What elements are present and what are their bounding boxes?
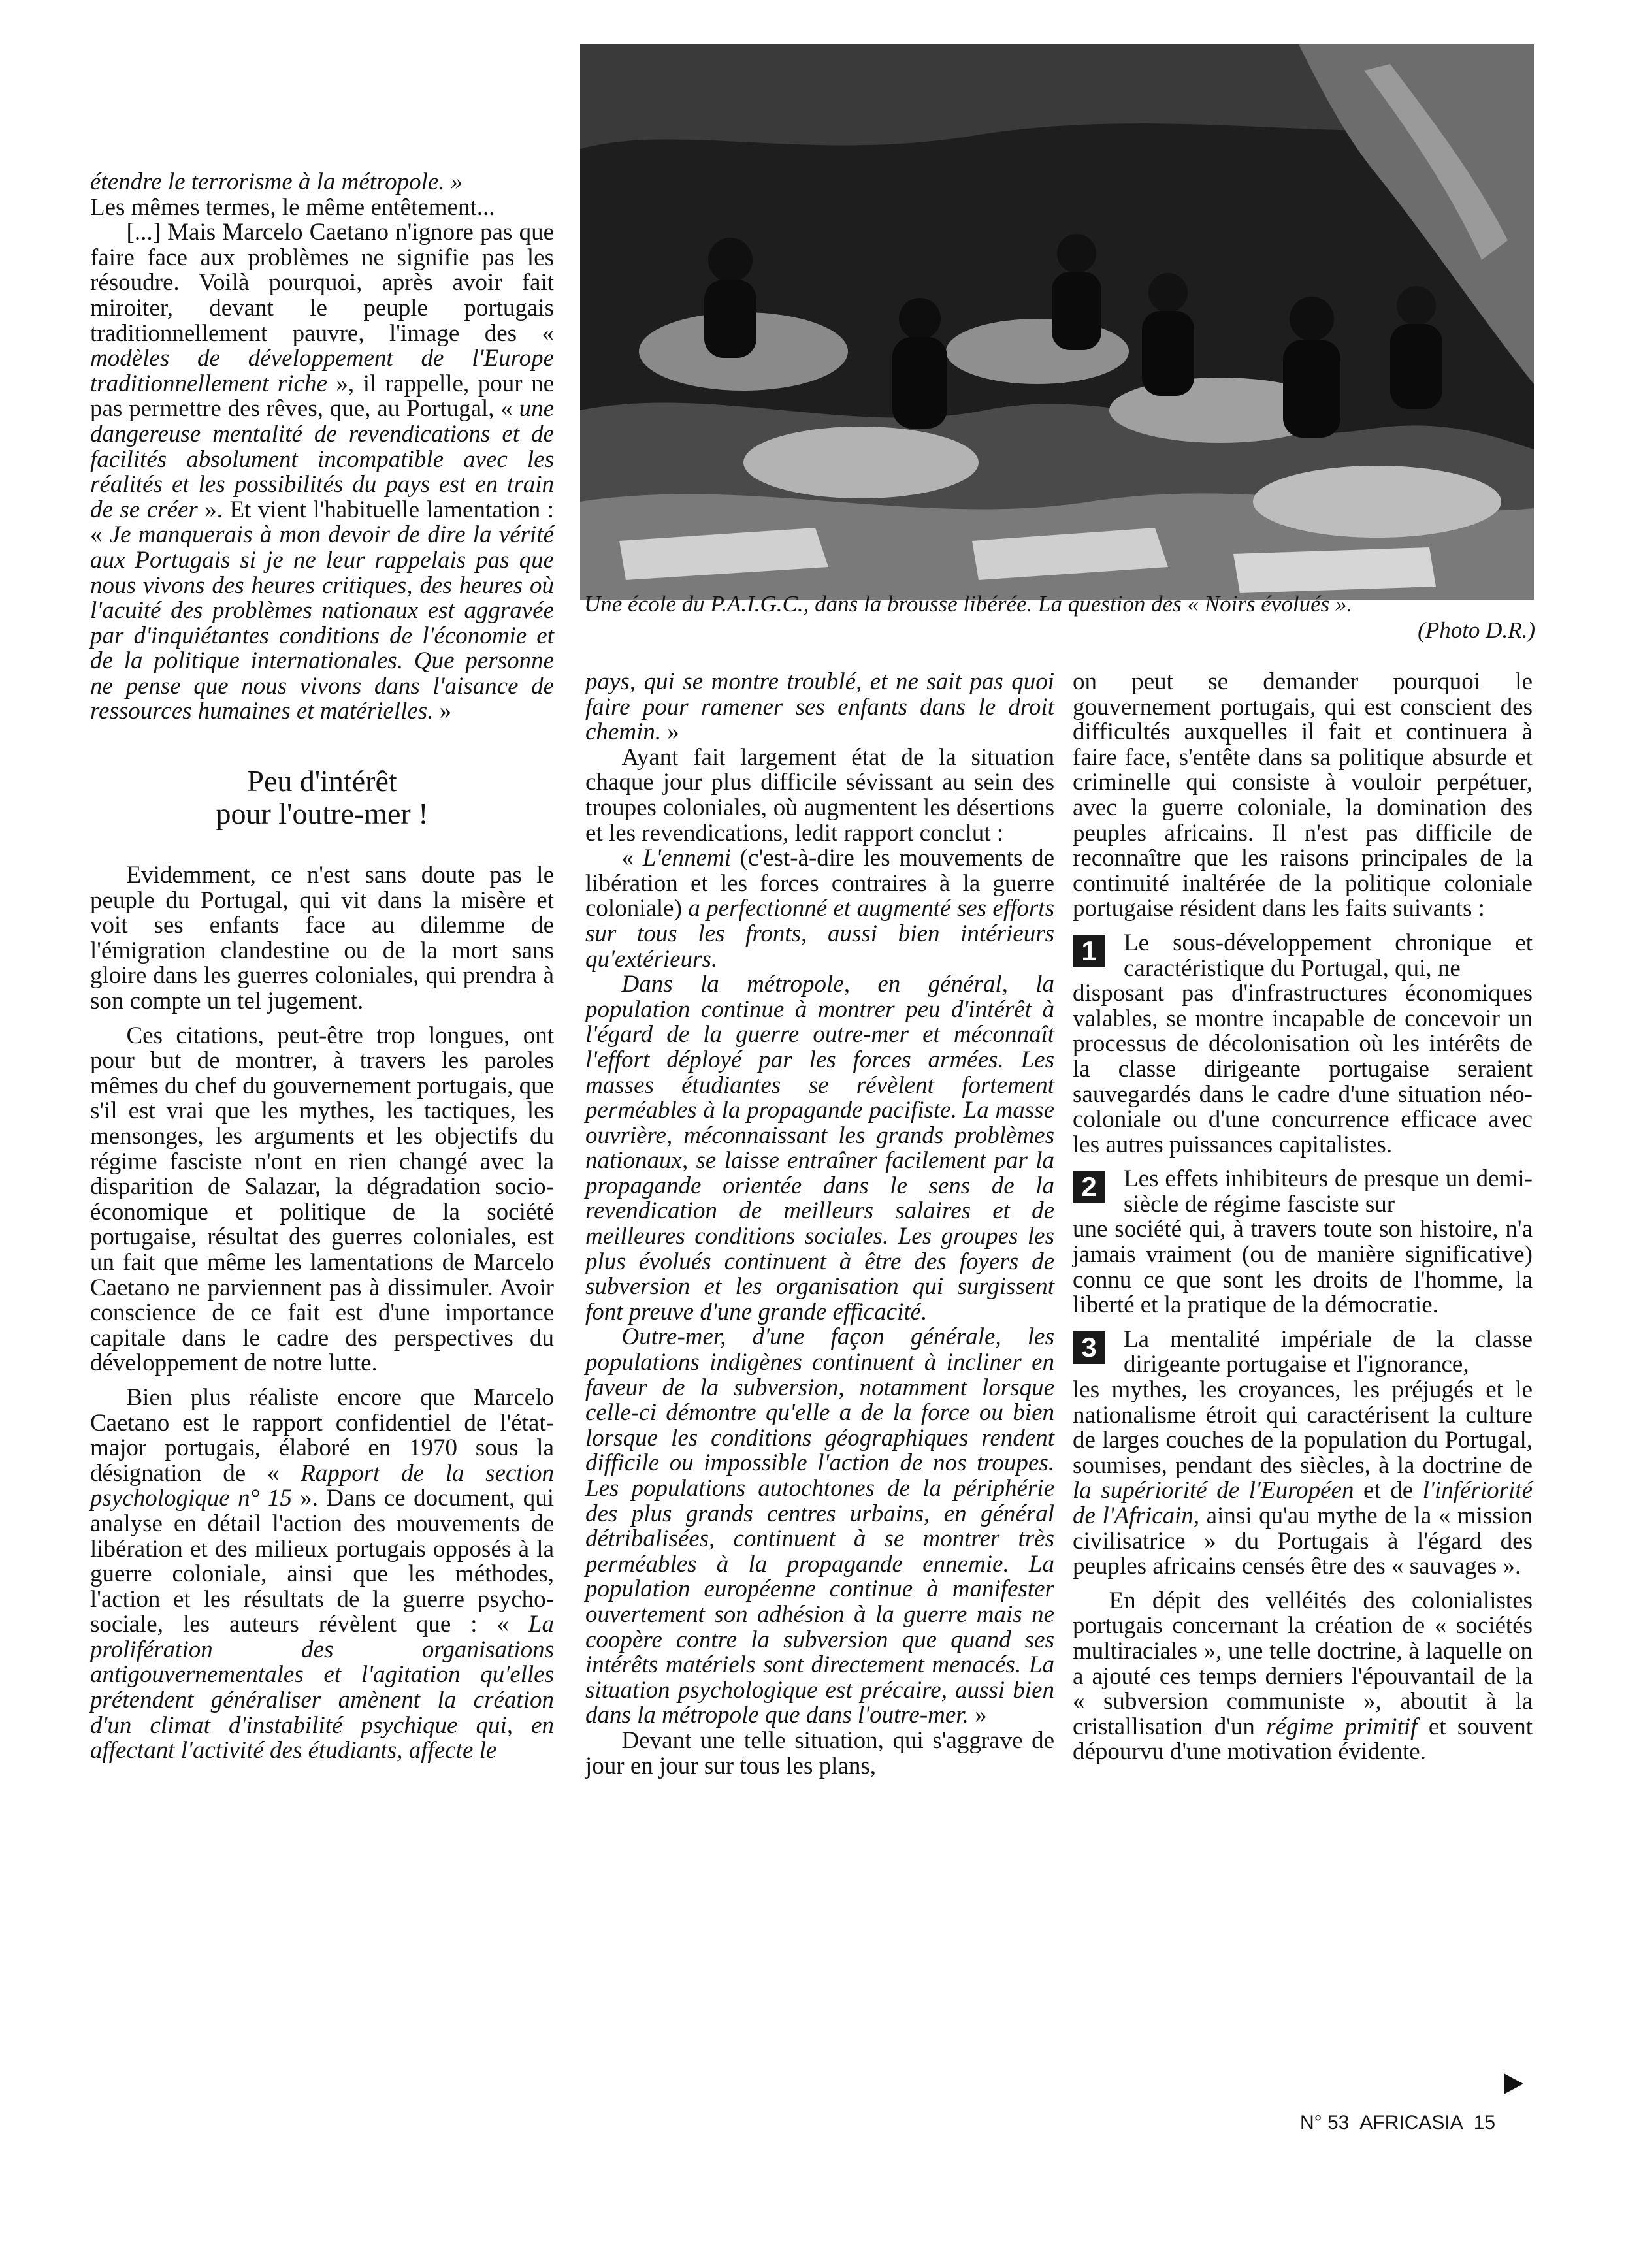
issue-number: N° 53 <box>1300 2112 1350 2133</box>
paragraph: Dans la métropole, en général, la population continue à montrer peu d'intérêt à l'égard de la guerre outre-mer et méconnaît l'effort déployé par les forces armées. Les masses étudiantes se révèlent fortement perméables à la propagande pacifiste. La masse ouvrière, méconnaissant les grands problèmes nationaux, se laisse entraîner facilement par la propagande orientée dans le sens de la revendication de meilleurs salaires et de meilleures conditions sociales. Les groupes les plus évolués continuent à être des foyers de subversion et les organisation qui surgissent font preuve d'une grande efficacité. <box>585 971 1054 1325</box>
photo-caption: Une école du P.A.I.G.C., dans la brousse libérée. La question des « Noirs évolués ». <box>584 591 1353 617</box>
paragraph <box>1073 1589 1533 1765</box>
point-text <box>1073 1378 1533 1580</box>
paragraph: Evidemment, ce n'est sans doute pas le peuple du Portugal, qui vit dans la misère et voit ses enfants face au dilemme de l'émigration clandestine ou de la mort sans gloire dans les guerres coloniales, qui prendra à son compte un tel jugement. <box>90 862 554 1015</box>
paragraph <box>585 1325 1054 1728</box>
text-run: En dépit des velléités des colonialistes portugais concernant la création de « sociétés multiraciales », une telle doctrine, à laquelle on a ajouté ces temps derniers l'épouvantail de la « subversion communiste », aboutit à la cristallisation d'un <box>1073 1587 1533 1740</box>
numbered-point-2 <box>1073 1167 1533 1318</box>
point-text: une société qui, à travers toute son histoire, n'a jamais vraiment (ou de manière significative) connu ce que sont les droits de l'homme, la liberté et la pratique de la démocratie. <box>1073 1216 1533 1319</box>
quote-run: La prolifération des organisations antigouvernementales et l'agitation qu'elles prétendent généraliser amènent la création d'un climat d'instabilité psychique qui, en affectant l'activité des étudiants, affecte le <box>90 1611 554 1764</box>
text-run: [...] Mais Marcelo Caetano n'ignore pas que faire face aux problèmes ne signifie pas les résoudre. Voilà pourquoi, après avoir fait miroiter, devant le peuple portugais traditionnellement pauvre, l'image des « <box>90 219 554 347</box>
paragraph: Ces citations, peut-être trop longues, ont pour but de montrer, à travers les paroles mêmes du chef du gouvernement portugais, que s'il est vrai que les mythes, les tactiques, les mensonges, les arguments et les objectifs du régime fasciste n'ont en rien changé avec la disparition de Salazar, la dégradation socio-économique et politique de la société portugaise, résultat des guerres coloniales, est un fait que même les lamentations de Marcelo Caetano ne parviennent pas à dissimuler. Avoir conscience de ce fait est d'une importance capitale dans le cadre des perspectives du développement de notre lutte. <box>90 1022 554 1377</box>
italic-run: régime primitif <box>1266 1713 1418 1740</box>
paragraph: Les mêmes termes, le même entêtement... <box>90 193 495 221</box>
number-badge: 1 <box>1073 935 1105 967</box>
paragraph <box>585 846 1054 972</box>
continue-arrow-icon <box>1504 2073 1523 2094</box>
page-number: 15 <box>1473 2112 1496 2133</box>
text-run: et de <box>1354 1477 1423 1504</box>
paragraph <box>90 220 554 724</box>
point-first-line: La mentalité impériale de la classe dirigeante portugaise et l'ignorance, <box>1124 1325 1533 1378</box>
quote-run: modèles de développement de l'Europe traditionnellement riche <box>90 345 554 397</box>
italic-run: l'infériorité de l'Africain <box>1073 1477 1533 1529</box>
quote-run: une dangereuse mentalité de revendications et de facilités absolument incompatible avec les réalités et les possibilités du pays est en train de se créer <box>90 395 554 523</box>
photo-image <box>580 44 1534 600</box>
text-run: » <box>433 698 452 725</box>
text-run: ». Dans ce document, qui analyse en détail l'action des mouvements de libération et des milieux portugais opposés à la guerre coloniale, ainsi que les méthodes, l'action et les résultats de la guerre psycho-sociale, les auteurs révèlent que : « <box>90 1485 554 1638</box>
section-heading <box>90 765 554 830</box>
point-first-line: Le sous-développement chronique et caractéristique du Portugal, qui, ne <box>1124 929 1533 982</box>
paragraph: Ayant fait largement état de la situation chaque jour plus difficile sévissant au sein des troupes coloniales, où augmentent les désertions et les revendications, ledit rapport conclut : <box>585 743 1054 847</box>
quote-run: Je manquerais à mon devoir de dire la vérité aux Portugais si je ne leur rappelais pas que nous vivons des heures critiques, des heures où l'acuité des problèmes nationaux est aggravée par d'inquiétantes conditions de l'économie et de la politique internationales. Que personne ne pense que nous vivons dans l'aisance de ressources humaines et matérielles. <box>90 521 555 725</box>
article-column-3 <box>1073 670 1533 1765</box>
number-badge: 3 <box>1073 1331 1105 1364</box>
heading-line: Peu d'intérêt <box>247 764 397 798</box>
page-footer <box>1300 2111 1506 2135</box>
quote-run: Rapport de la section psychologique n° 15 <box>90 1459 554 1512</box>
text-run: « <box>621 845 643 872</box>
text-run: ». Et vient l'habituelle lamentation : « <box>90 496 554 549</box>
point-text: disposant pas d'infrastructures économiques valables, se montre incapable de concevoir un processus de décolonisation où les intérêts de la classe dirigeante portugaise seraient sauvegardés dans le cadre d'une situation néo-coloniale ou d'une concurrence efficace avec les autres puissances capitalistes. <box>1073 980 1533 1158</box>
point-first-line: Les effets inhibiteurs de presque un demi-siècle de régime fasciste sur <box>1124 1165 1533 1218</box>
photo-credit: (Photo D.R.) <box>1418 617 1535 643</box>
paragraph: on peut se demander pourquoi le gouvernement portugais, qui est conscient des difficultés auxquelles il fait et continuera à faire face, s'entête dans sa politique absurde et criminelle qui consiste à vouloir perpétuer, avec la guerre coloniale, la domination des peuples africains. Il n'est pas difficile de reconnaître que les raisons principales de la continuité inaltérée de la politique coloniale portugaise résident dans les faits suivants : <box>1073 668 1533 922</box>
article-column-1 <box>90 170 554 1764</box>
article-column-2 <box>585 670 1054 1779</box>
numbered-point-1 <box>1073 931 1533 1158</box>
article-photo <box>580 44 1534 600</box>
quote-run: pays, qui se montre troublé, et ne sait pas quoi faire pour ramener ses enfants dans le droit chemin. <box>585 668 1054 746</box>
text-run: », il rappelle, pour ne pas permettre des rêves, que, au Portugal, « <box>90 370 555 423</box>
magazine-name: AFRICASIA <box>1359 2112 1463 2133</box>
text-run: et souvent dépourvu d'une motivation évidente. <box>1073 1713 1533 1766</box>
number-badge: 2 <box>1073 1171 1105 1203</box>
paragraph <box>585 670 1054 745</box>
text-run: , ainsi qu'au mythe de la « mission civilisatrice » du Portugais à l'égard des peuples africains censés être des « sauvages ». <box>1073 1502 1533 1580</box>
paragraph: Devant une telle situation, qui s'aggrave de jour en jour sur tous les plans, <box>585 1726 1054 1779</box>
text-run: les mythes, les croyances, les préjugés et le nationalisme étroit qui caractérisent la culture de larges couches de la population du Portugal, soumises, pendant des siècles, à la doctrine de <box>1073 1376 1533 1479</box>
paragraph <box>90 1385 554 1764</box>
italic-run: la supériorité de l'Européen <box>1073 1477 1354 1504</box>
text-run: » <box>968 1702 987 1729</box>
text-run: Bien plus réaliste encore que Marcelo Caetano est le rapport confidentiel de l'état-major portugais, élaboré en 1970 sous la désignation de « <box>90 1384 554 1487</box>
heading-line: pour l'outre-mer ! <box>216 797 429 831</box>
numbered-point-3 <box>1073 1327 1533 1580</box>
quote-run: a perfectionné et augmenté ses efforts sur tous les fronts, aussi bien intérieurs qu'extérieurs. <box>585 895 1054 973</box>
text-run: » <box>661 719 679 746</box>
paragraph: étendre le terrorisme à la métropole. » <box>90 169 463 195</box>
quote-run: Outre-mer, d'une façon générale, les populations indigènes continuent à incliner en faveur de la subversion, notamment lorsque celle-ci démontre qu'elle a de la force ou bien lorsque les conditions géographiques rendent difficile ou impossible l'action de nos troupes. Les populations autochtones de la périphérie des plus grands centres urbains, en général détribalisées, continuent à se montrer très perméables à la propagande ennemie. La population européenne continue à manifester ouvertement son adhésion à la guerre mais ne coopère contre la subversion que quand ses intérêts matériels sont directement menacés. La situation psychologique est précaire, aussi bien dans la métropole que dans l'outre-mer. <box>585 1323 1054 1729</box>
quote-run: L'ennemi <box>642 845 732 872</box>
text-run: (c'est-à-dire les mouvements de libération et les forces contraires à la guerre coloniale) <box>585 845 1054 922</box>
